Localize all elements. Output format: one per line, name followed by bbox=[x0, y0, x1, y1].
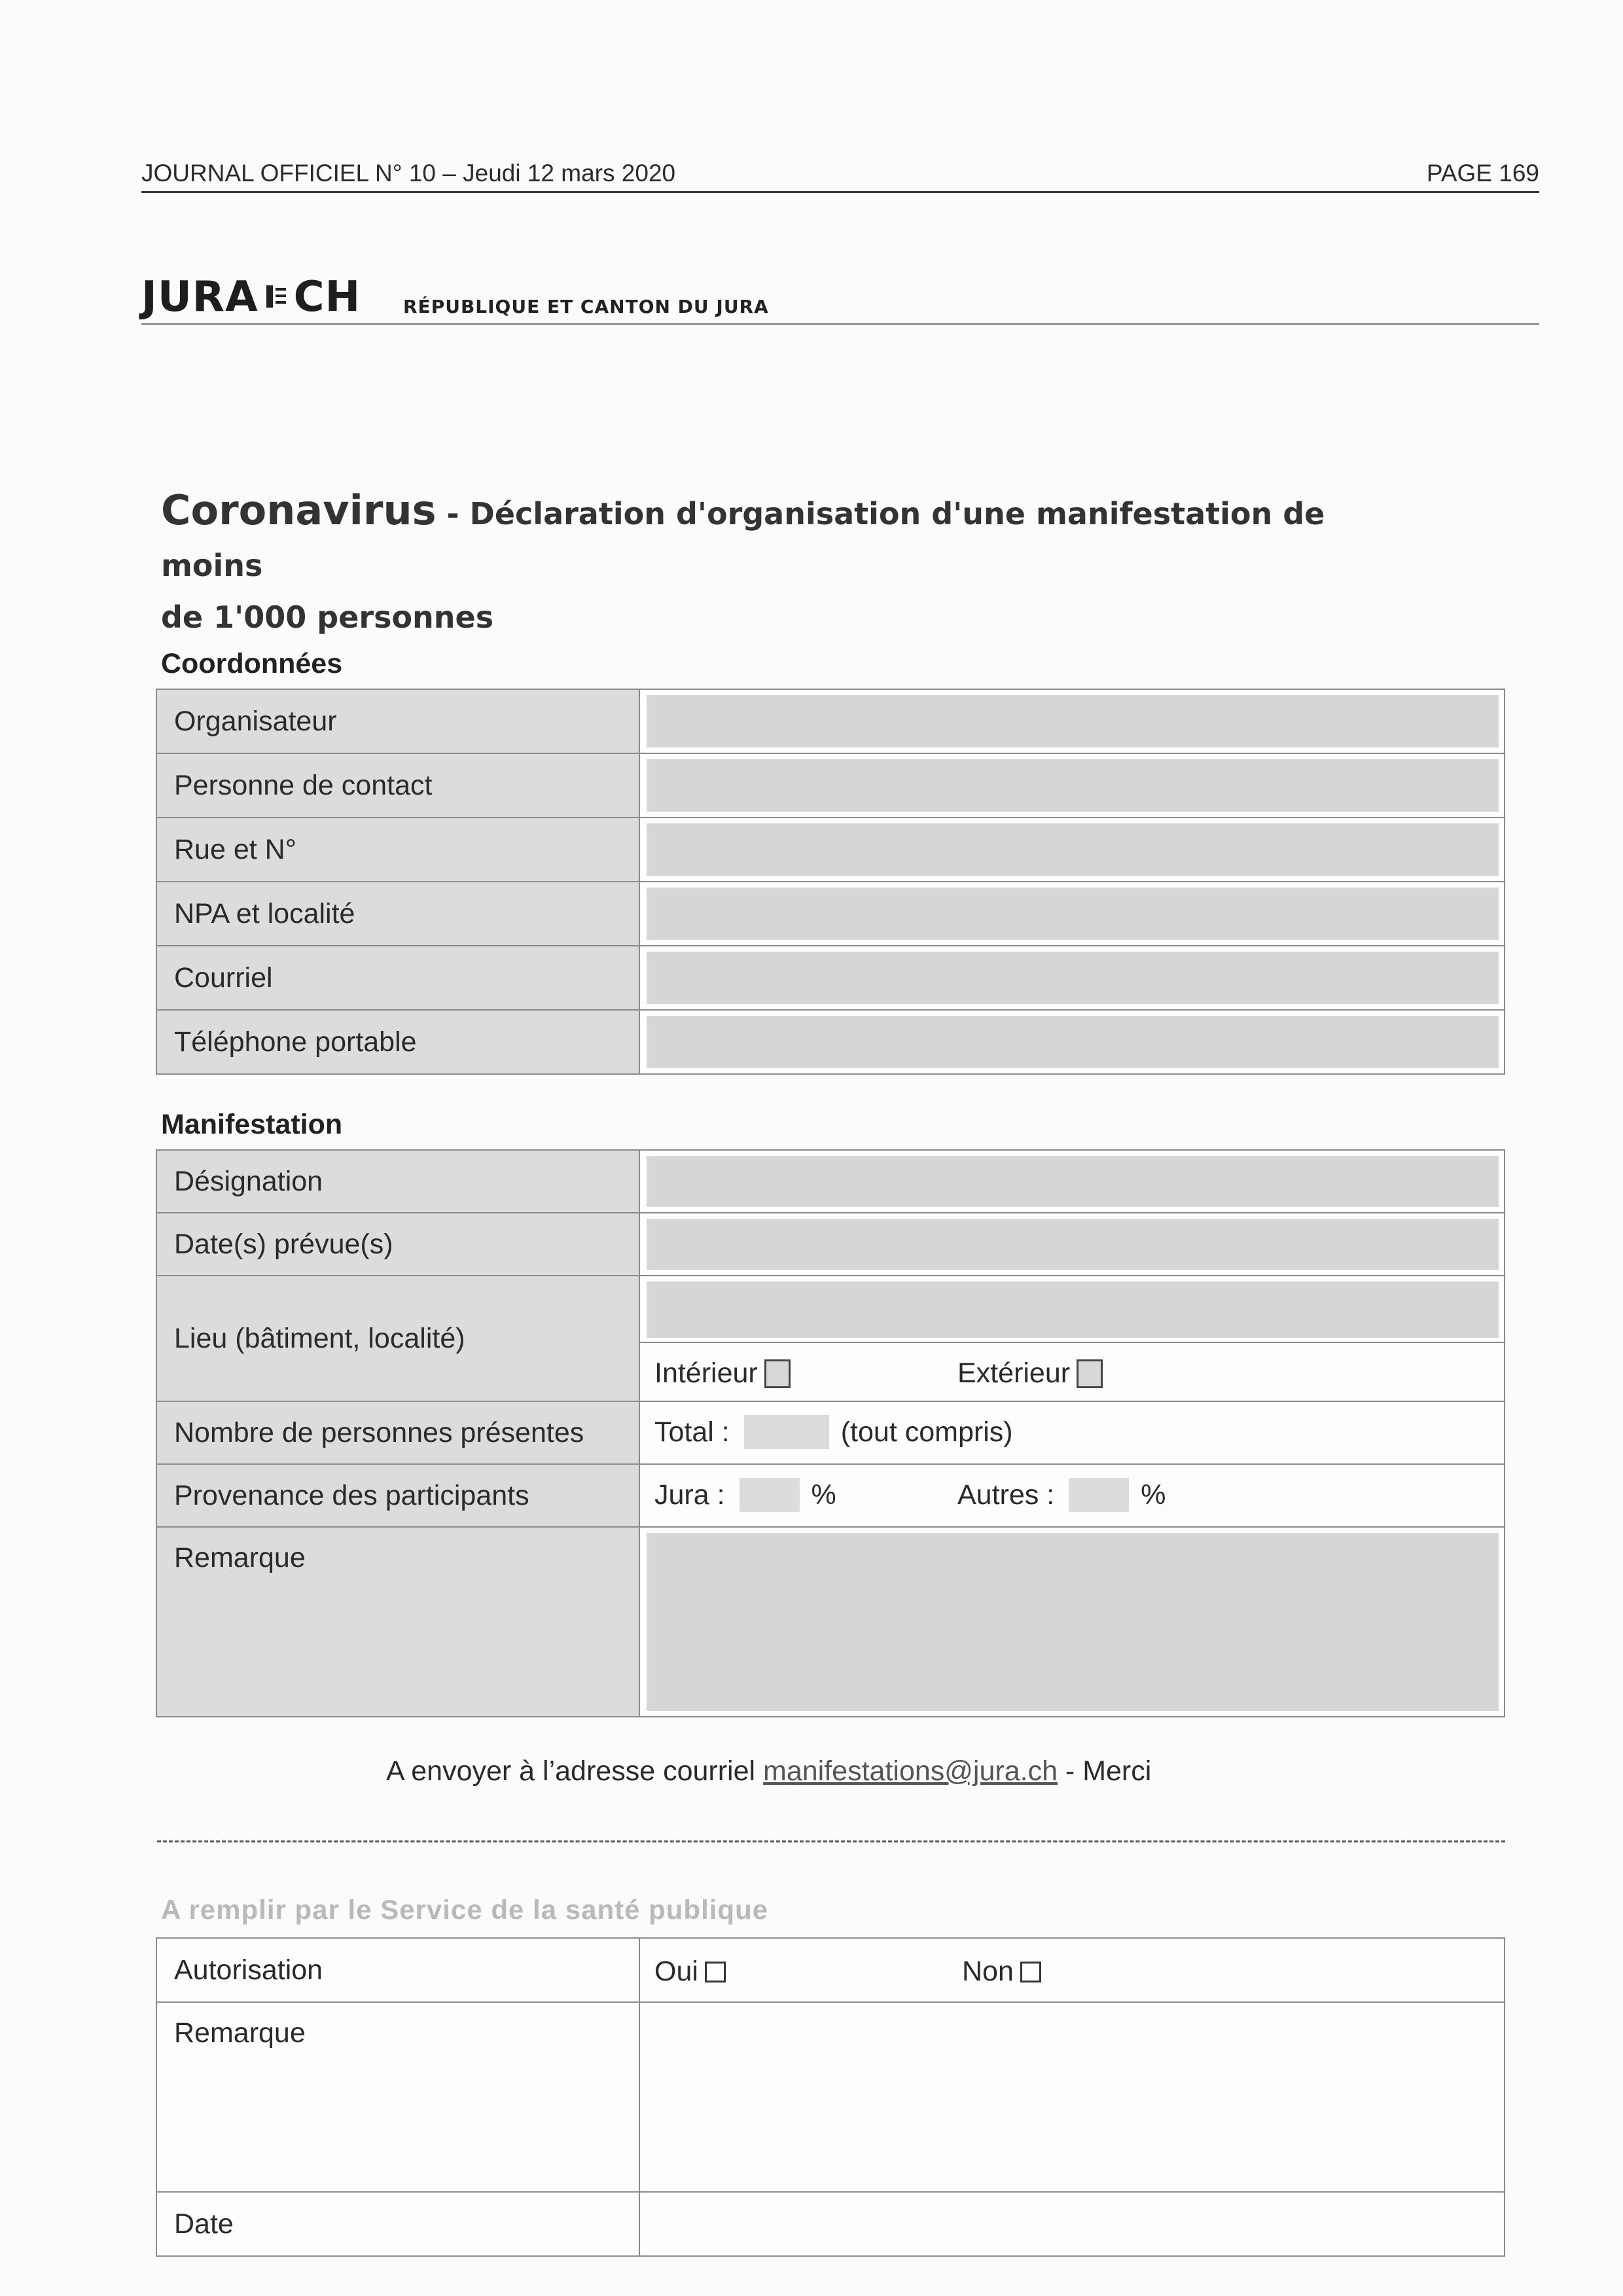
coordonnees-table bbox=[156, 689, 1505, 1075]
field-autorisation bbox=[639, 1938, 1505, 2002]
oui-option[interactable] bbox=[654, 1956, 726, 1988]
page-title bbox=[161, 488, 1404, 647]
field-nombre bbox=[639, 1401, 1505, 1464]
label-autorisation: Autorisation bbox=[156, 1938, 639, 2002]
label-dates: Date(s) prévue(s) bbox=[156, 1213, 639, 1276]
send-email-link[interactable]: manifestations@jura.ch bbox=[763, 1755, 1058, 1787]
jura-percent-input[interactable] bbox=[740, 1478, 800, 1512]
non-option[interactable] bbox=[962, 1956, 1041, 1988]
label-nombre: Nombre de personnes présentes bbox=[156, 1401, 639, 1464]
field-npa[interactable] bbox=[639, 882, 1505, 946]
label-service-date: Date bbox=[156, 2192, 639, 2256]
oui-label: Oui bbox=[654, 1956, 698, 1987]
exterieur-label: Extérieur bbox=[957, 1357, 1071, 1389]
send-instructions bbox=[386, 1755, 1151, 1787]
field-personne-contact[interactable] bbox=[639, 753, 1505, 817]
field-remarque[interactable] bbox=[639, 1527, 1505, 1717]
section-manifestation: Manifestation bbox=[161, 1109, 343, 1140]
interieur-option[interactable] bbox=[654, 1357, 791, 1390]
non-label: Non bbox=[962, 1956, 1014, 1987]
send-prefix: A envoyer à l’adresse courriel bbox=[386, 1755, 764, 1787]
label-npa: NPA et localité bbox=[156, 882, 639, 946]
label-remarque: Remarque bbox=[156, 1527, 639, 1717]
logo-text-left: JURA bbox=[141, 273, 259, 321]
oui-checkbox[interactable] bbox=[705, 1962, 726, 1982]
title-subtitle-2: de 1'000 personnes bbox=[161, 600, 494, 635]
section-service: A remplir par le Service de la santé publique bbox=[161, 1894, 769, 1925]
label-personne-contact: Personne de contact bbox=[156, 753, 639, 817]
jura-percent-sign: % bbox=[811, 1479, 836, 1511]
field-lieu[interactable] bbox=[639, 1276, 1505, 1401]
send-suffix: - Merci bbox=[1057, 1755, 1152, 1787]
non-checkbox[interactable] bbox=[1020, 1962, 1041, 1982]
field-courriel[interactable] bbox=[639, 946, 1505, 1010]
label-lieu: Lieu (bâtiment, localité) bbox=[156, 1276, 639, 1401]
label-designation: Désignation bbox=[156, 1150, 639, 1213]
field-organisateur[interactable] bbox=[639, 689, 1505, 753]
label-courriel: Courriel bbox=[156, 946, 639, 1010]
label-service-remarque: Remarque bbox=[156, 2002, 639, 2192]
label-organisateur: Organisateur bbox=[156, 689, 639, 753]
autres-label: Autres : bbox=[957, 1479, 1055, 1511]
jura-label: Jura : bbox=[654, 1479, 725, 1511]
section-coordonnees: Coordonnées bbox=[161, 648, 343, 679]
interieur-checkbox[interactable] bbox=[764, 1359, 791, 1388]
label-provenance: Provenance des participants bbox=[156, 1464, 639, 1527]
page-number: PAGE 169 bbox=[1426, 160, 1539, 187]
title-main: Coronavirus bbox=[161, 486, 437, 534]
label-telephone: Téléphone portable bbox=[156, 1010, 639, 1074]
interieur-label: Intérieur bbox=[654, 1357, 758, 1389]
journal-header bbox=[141, 160, 1539, 193]
exterieur-checkbox[interactable] bbox=[1077, 1359, 1103, 1388]
crest-icon bbox=[265, 283, 287, 312]
field-provenance bbox=[639, 1464, 1505, 1527]
field-rue[interactable] bbox=[639, 817, 1505, 882]
field-telephone[interactable] bbox=[639, 1010, 1505, 1074]
total-input[interactable] bbox=[744, 1415, 829, 1449]
tout-compris-label: (tout compris) bbox=[840, 1416, 1013, 1448]
title-subtitle-1: - Déclaration d'organisation d'une manifestation de moins bbox=[161, 496, 1325, 583]
brand-bar bbox=[141, 274, 1539, 325]
logo-text-right: CH bbox=[293, 273, 361, 321]
manifestation-table bbox=[156, 1149, 1505, 1717]
exterieur-option[interactable] bbox=[957, 1357, 1103, 1390]
jura-logo bbox=[141, 274, 361, 321]
total-label: Total : bbox=[654, 1416, 730, 1448]
journal-title: JOURNAL OFFICIEL N° 10 – Jeudi 12 mars 2020 bbox=[141, 160, 676, 187]
autres-percent-input[interactable] bbox=[1069, 1478, 1129, 1512]
field-designation[interactable] bbox=[639, 1150, 1505, 1213]
autres-percent-sign: % bbox=[1141, 1479, 1166, 1511]
field-service-remarque[interactable] bbox=[639, 2002, 1505, 2192]
service-table bbox=[156, 1937, 1505, 2257]
field-service-date[interactable] bbox=[639, 2192, 1505, 2256]
label-rue: Rue et N° bbox=[156, 817, 639, 882]
cut-line bbox=[157, 1840, 1505, 1842]
field-dates[interactable] bbox=[639, 1213, 1505, 1276]
brand-tagline: RÉPUBLIQUE ET CANTON DU JURA bbox=[403, 296, 769, 317]
